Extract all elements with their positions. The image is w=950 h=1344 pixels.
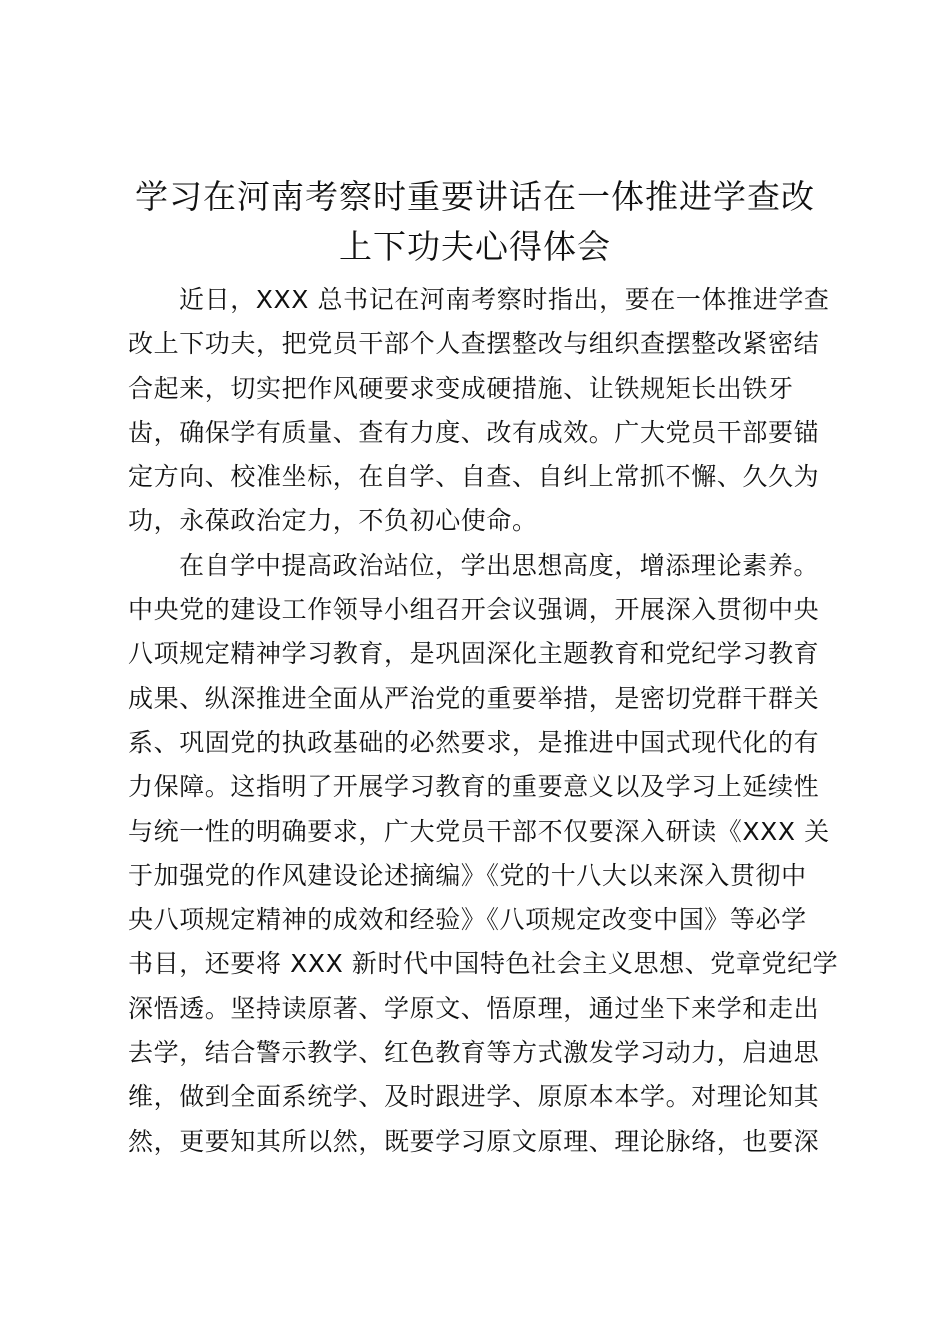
paragraph-line: 系、巩固党的执政基础的必然要求，是推进中国式现代化的有 <box>128 727 820 757</box>
paragraph-line: 近日，XXX 总书记在河南考察时指出，要在一体推进学查 <box>179 285 830 314</box>
paragraph-line: 在自学中提高政治站位，学出思想高度，增添理论素养。 <box>179 550 820 580</box>
title-line: 上下功夫心得体会 <box>339 227 611 266</box>
paragraph-line: 去学，结合警示教学、红色教育等方式激发学习动力，启迪思 <box>128 1038 820 1068</box>
paragraph-line: 央八项规定精神的成效和经验》《八项规定改变中国》等必学 <box>128 905 807 935</box>
paragraph-line: 改上下功夫，把党员干部个人查摆整改与组织查摆整改紧密结 <box>128 329 820 359</box>
title-line: 学习在河南考察时重要讲话在一体推进学查改 <box>135 177 815 216</box>
paragraph-line: 与统一性的明确要求，广大党员干部不仅要深入研读《XXX 关 <box>128 816 830 846</box>
paragraph-line: 力保障。这指明了开展学习教育的重要意义以及学习上延续性 <box>128 772 820 802</box>
paragraph-line: 于加强党的作风建设论述摘编》《党的十八大以来深入贯彻中 <box>128 860 807 890</box>
paragraph-line: 功，永葆政治定力，不负初心使命。 <box>128 506 538 536</box>
paragraph-line: 定方向、校准坐标，在自学、自查、自纠上常抓不懈、久久为 <box>128 462 820 492</box>
paragraph-line: 成果、纵深推进全面从严治党的重要举措，是密切党群干群关 <box>128 683 820 713</box>
paragraph-line: 书目，还要将 XXX 新时代中国特色社会主义思想、党章党纪学 <box>128 949 839 979</box>
paragraph-line: 中央党的建设工作领导小组召开会议强调，开展深入贯彻中央 <box>128 595 820 625</box>
paragraph-line: 深悟透。坚持读原著、学原文、悟原理，通过坐下来学和走出 <box>128 993 820 1023</box>
document-body <box>128 278 839 1164</box>
paragraph-line: 齿，确保学有质量、查有力度、改有成效。广大党员干部要锚 <box>128 417 820 447</box>
paragraph-line: 八项规定精神学习教育，是巩固深化主题教育和党纪学习教育 <box>128 639 820 669</box>
paragraph-line: 维，做到全面系统学、及时跟进学、原原本本学。对理论知其 <box>128 1082 820 1112</box>
paragraph-2 <box>128 544 839 1164</box>
paragraph-1 <box>128 278 833 544</box>
document-title <box>110 172 840 272</box>
paragraph-line: 然，更要知其所以然，既要学习原文原理、理论脉络，也要深 <box>128 1126 820 1156</box>
paragraph-line: 合起来，切实把作风硬要求变成硬措施、让铁规矩长出铁牙 <box>128 373 794 403</box>
